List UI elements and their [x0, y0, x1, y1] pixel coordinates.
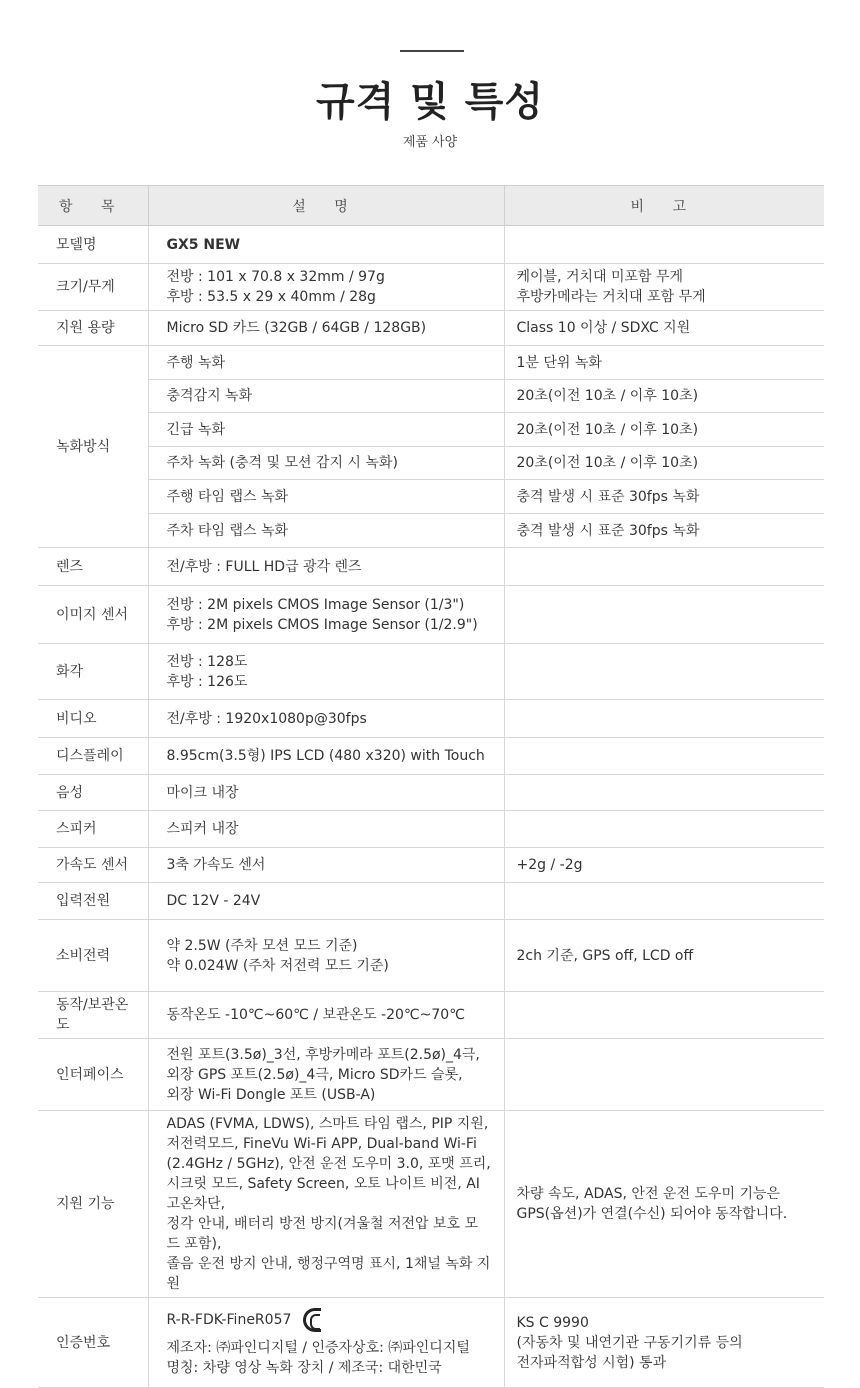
row-note	[504, 992, 824, 1039]
table-row	[38, 811, 824, 848]
row-label: 크기/무게	[38, 264, 148, 311]
row-note-line: 후방카메라는 거치대 포함 무게	[516, 289, 706, 305]
row-label: 입력전원	[38, 883, 148, 920]
table-row	[38, 413, 824, 447]
row-note	[504, 644, 824, 700]
row-description	[148, 883, 504, 920]
table-row	[38, 738, 824, 775]
row-description-line: 마이크 내장	[166, 784, 239, 801]
row-description-line: 정각 안내, 배터리 방전 방지(겨울철 저전압 보호 모드 포함),	[166, 1216, 479, 1252]
table-row	[38, 848, 824, 883]
kc-mark-icon	[303, 1308, 321, 1332]
row-description	[148, 1111, 504, 1298]
row-description	[148, 738, 504, 775]
row-label: 화각	[38, 644, 148, 700]
row-note-line: 2ch 기준, GPS off, LCD off	[516, 947, 694, 964]
row-label: 가속도 센서	[38, 848, 148, 883]
row-description: 주차 타임 랩스 녹화	[148, 514, 504, 548]
row-description-line: Micro SD 카드 (32GB / 64GB / 128GB)	[166, 320, 427, 336]
row-description-line: 후방 : 53.5 x 29 x 40mm / 28g	[166, 289, 376, 305]
table-row	[38, 1298, 824, 1388]
row-description	[148, 548, 504, 586]
column-header-item: 항 목	[38, 186, 148, 226]
row-description	[148, 811, 504, 848]
row-note	[504, 920, 824, 992]
row-note-line: GPS(옵션)가 연결(수신) 되어야 동작합니다.	[516, 1206, 788, 1222]
row-description-line: DC 12V - 24V	[166, 893, 261, 909]
row-description	[148, 1298, 504, 1388]
table-row	[38, 346, 824, 380]
row-label: 스피커	[38, 811, 148, 848]
row-note	[504, 1111, 824, 1298]
row-note	[504, 700, 824, 738]
table-row	[38, 775, 824, 811]
table-row	[38, 264, 824, 311]
row-description-line: 명칭: 차량 영상 녹화 장치 / 제조국: 대한민국	[166, 1359, 442, 1376]
row-description-line: 졸음 운전 방지 안내, 행정구역명 표시, 1채널 녹화 지원	[166, 1256, 491, 1292]
row-description	[148, 848, 504, 883]
row-note	[504, 738, 824, 775]
row-description-line: 3축 가속도 센서	[166, 857, 266, 873]
title-divider	[400, 50, 464, 52]
row-label: 모델명	[38, 226, 148, 264]
row-label: 인터페이스	[38, 1039, 148, 1111]
row-description-line: 전방 : 128도	[166, 653, 248, 670]
row-description	[148, 311, 504, 346]
table-row	[38, 992, 824, 1039]
row-note: 20초(이전 10초 / 이후 10초)	[504, 413, 824, 447]
row-note	[504, 586, 824, 644]
row-label: 녹화방식	[38, 346, 148, 548]
row-description-line: 약 0.024W (주차 저전력 모드 기준)	[166, 957, 389, 974]
row-note	[504, 883, 824, 920]
row-description-line: 스피커 내장	[166, 821, 239, 837]
row-description	[148, 920, 504, 992]
row-label: 지원 용량	[38, 311, 148, 346]
row-description	[148, 992, 504, 1039]
table-row	[38, 514, 824, 548]
page-title: 규격 및 특성	[315, 79, 545, 125]
row-note: 20초(이전 10초 / 이후 10초)	[504, 380, 824, 413]
table-row	[38, 548, 824, 586]
row-description-line: 전방 : 101 x 70.8 x 32mm / 97g	[166, 269, 385, 285]
row-description-line: 전/후방 : 1920x1080p@30fps	[166, 710, 367, 727]
row-description-line: 동작온도 -10℃~60℃ / 보관온도 -20℃~70℃	[166, 1007, 465, 1023]
row-description: 주차 녹화 (충격 및 모션 감지 시 녹화)	[148, 447, 504, 480]
row-description	[148, 226, 504, 264]
row-description	[148, 586, 504, 644]
row-description-line: 외장 Wi-Fi Dongle 포트 (USB-A)	[166, 1086, 376, 1103]
row-description-line: 전원 포트(3.5ø)_3선, 후방카메라 포트(2.5ø)_4극,	[166, 1046, 480, 1063]
row-description-line: 저전력모드, FineVu Wi-Fi APP, Dual-band Wi-Fi	[166, 1136, 477, 1152]
row-description-line: 전방 : 2M pixels CMOS Image Sensor (1/3")	[166, 596, 465, 613]
row-description-line: 후방 : 126도	[166, 673, 248, 690]
cert-number-line	[167, 1308, 492, 1332]
table-row	[38, 1039, 824, 1111]
row-description	[148, 264, 504, 311]
row-note	[504, 848, 824, 883]
column-header-note: 비 고	[504, 186, 824, 226]
row-label: 인증번호	[38, 1298, 148, 1388]
row-description-line: ADAS (FVMA, LDWS), 스마트 타임 랩스, PIP 지원,	[166, 1116, 489, 1132]
row-description	[148, 1039, 504, 1111]
row-note-line: 케이블, 거치대 미포함 무게	[516, 269, 684, 285]
table-row	[38, 226, 824, 264]
row-description-line: 전/후방 : FULL HD급 광각 렌즈	[166, 558, 362, 575]
table-row	[38, 586, 824, 644]
table-row	[38, 883, 824, 920]
table-row	[38, 380, 824, 413]
row-description	[148, 775, 504, 811]
table-row	[38, 644, 824, 700]
row-description-line: 후방 : 2M pixels CMOS Image Sensor (1/2.9")	[166, 616, 478, 633]
row-note	[504, 264, 824, 311]
row-label: 이미지 센서	[38, 586, 148, 644]
row-description-line: (2.4GHz / 5GHz), 안전 운전 도우미 3.0, 포맷 프리,	[166, 1156, 491, 1172]
row-note: 20초(이전 10초 / 이후 10초)	[504, 447, 824, 480]
row-note	[504, 311, 824, 346]
row-note	[504, 548, 824, 586]
row-note: 1분 단위 녹화	[504, 346, 824, 380]
table-row	[38, 1111, 824, 1298]
row-description-line: GX5 NEW	[166, 236, 241, 253]
row-note	[504, 811, 824, 848]
row-note	[504, 1039, 824, 1111]
row-description	[148, 700, 504, 738]
row-label: 렌즈	[38, 548, 148, 586]
row-description-line: 약 2.5W (주차 모션 모드 기준)	[166, 937, 358, 954]
row-note	[504, 1298, 824, 1388]
table-row	[38, 311, 824, 346]
spec-table	[38, 185, 824, 1388]
row-note-line: (자동차 및 내연기관 구동기기류 등의	[516, 1334, 743, 1351]
column-header-description: 설 명	[148, 186, 504, 226]
row-description-line: 시크릿 모드, Safety Screen, 오토 나이트 비전, AI 고온차단,	[166, 1176, 480, 1212]
row-description-line: 8.95cm(3.5형) IPS LCD (480 x320) with Touch	[166, 748, 485, 764]
row-note	[504, 775, 824, 811]
table-row	[38, 480, 824, 514]
row-note-line: 차량 속도, ADAS, 안전 운전 도우미 기능은	[516, 1186, 781, 1202]
table-header	[38, 186, 824, 226]
table-row	[38, 700, 824, 738]
row-description: 주행 타임 랩스 녹화	[148, 480, 504, 514]
page-subtitle: 제품 사양	[402, 135, 458, 150]
row-note-line: KS C 9990	[516, 1314, 589, 1331]
row-label: 소비전력	[38, 920, 148, 992]
row-label: 디스플레이	[38, 738, 148, 775]
row-note	[504, 226, 824, 264]
row-description: 충격감지 녹화	[148, 380, 504, 413]
row-note-line: +2g / -2g	[516, 857, 583, 873]
cert-number: R-R-FDK-FineR057	[166, 1311, 292, 1328]
row-label: 음성	[38, 775, 148, 811]
row-note-line: Class 10 이상 / SDXC 지원	[516, 320, 691, 336]
row-note: 충격 발생 시 표준 30fps 녹화	[504, 514, 824, 548]
row-note-line: 전자파적합성 시험) 통과	[516, 1354, 667, 1371]
row-description	[148, 644, 504, 700]
table-row	[38, 920, 824, 992]
row-label: 비디오	[38, 700, 148, 738]
row-description: 긴급 녹화	[148, 413, 504, 447]
row-note: 충격 발생 시 표준 30fps 녹화	[504, 480, 824, 514]
row-description-line: 외장 GPS 포트(2.5ø)_4극, Micro SD카드 슬롯,	[166, 1066, 463, 1083]
row-description: 주행 녹화	[148, 346, 504, 380]
row-description-line: 제조자: ㈜파인디지털 / 인증자상호: ㈜파인디지털	[166, 1339, 470, 1356]
row-label: 지원 기능	[38, 1111, 148, 1298]
table-row	[38, 447, 824, 480]
row-label: 동작/보관온도	[38, 992, 148, 1039]
